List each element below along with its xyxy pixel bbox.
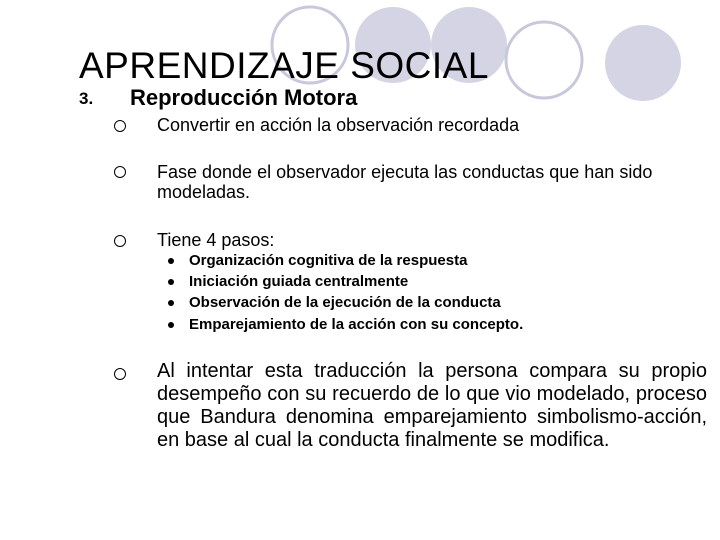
bullet-text: Tiene 4 pasos: bbox=[157, 230, 275, 250]
hollow-bullet-icon bbox=[114, 166, 126, 178]
hollow-bullet-icon bbox=[114, 235, 126, 247]
section-title: Reproducción Motora bbox=[130, 85, 358, 110]
filled-bullet-icon bbox=[168, 279, 174, 285]
hollow-bullet-icon bbox=[114, 368, 126, 380]
bullet-text: Fase donde el observador ejecuta las conductas que han sido modeladas. bbox=[157, 162, 653, 202]
filled-bullet-icon bbox=[168, 322, 174, 328]
bullet-text: Convertir en acción la observación recordada bbox=[157, 115, 520, 135]
section-number: 3. bbox=[79, 89, 94, 108]
hollow-bullet-icon bbox=[114, 120, 126, 132]
filled-bullet-icon bbox=[168, 300, 174, 306]
step-item: Emparejamiento de la acción con su concepto. bbox=[189, 316, 524, 333]
slide-title: APRENDIZAJE SOCIAL bbox=[79, 45, 489, 86]
step-item: Observación de la ejecución de la conducta bbox=[189, 294, 501, 311]
step-item: Iniciación guiada centralmente bbox=[189, 273, 409, 290]
decor-circle bbox=[506, 22, 582, 98]
decor-circle bbox=[605, 25, 681, 101]
step-item: Organización cognitiva de la respuesta bbox=[189, 252, 468, 269]
summary-paragraph: Al intentar esta traducción la persona compara su propio desempeño con su recuerdo de lo que vio modelado, proceso que Bandura denomina emparejamiento simbolismo-acción, en base al cual la conducta finalmente se modifica. bbox=[157, 360, 707, 451]
filled-bullet-icon bbox=[168, 258, 174, 264]
